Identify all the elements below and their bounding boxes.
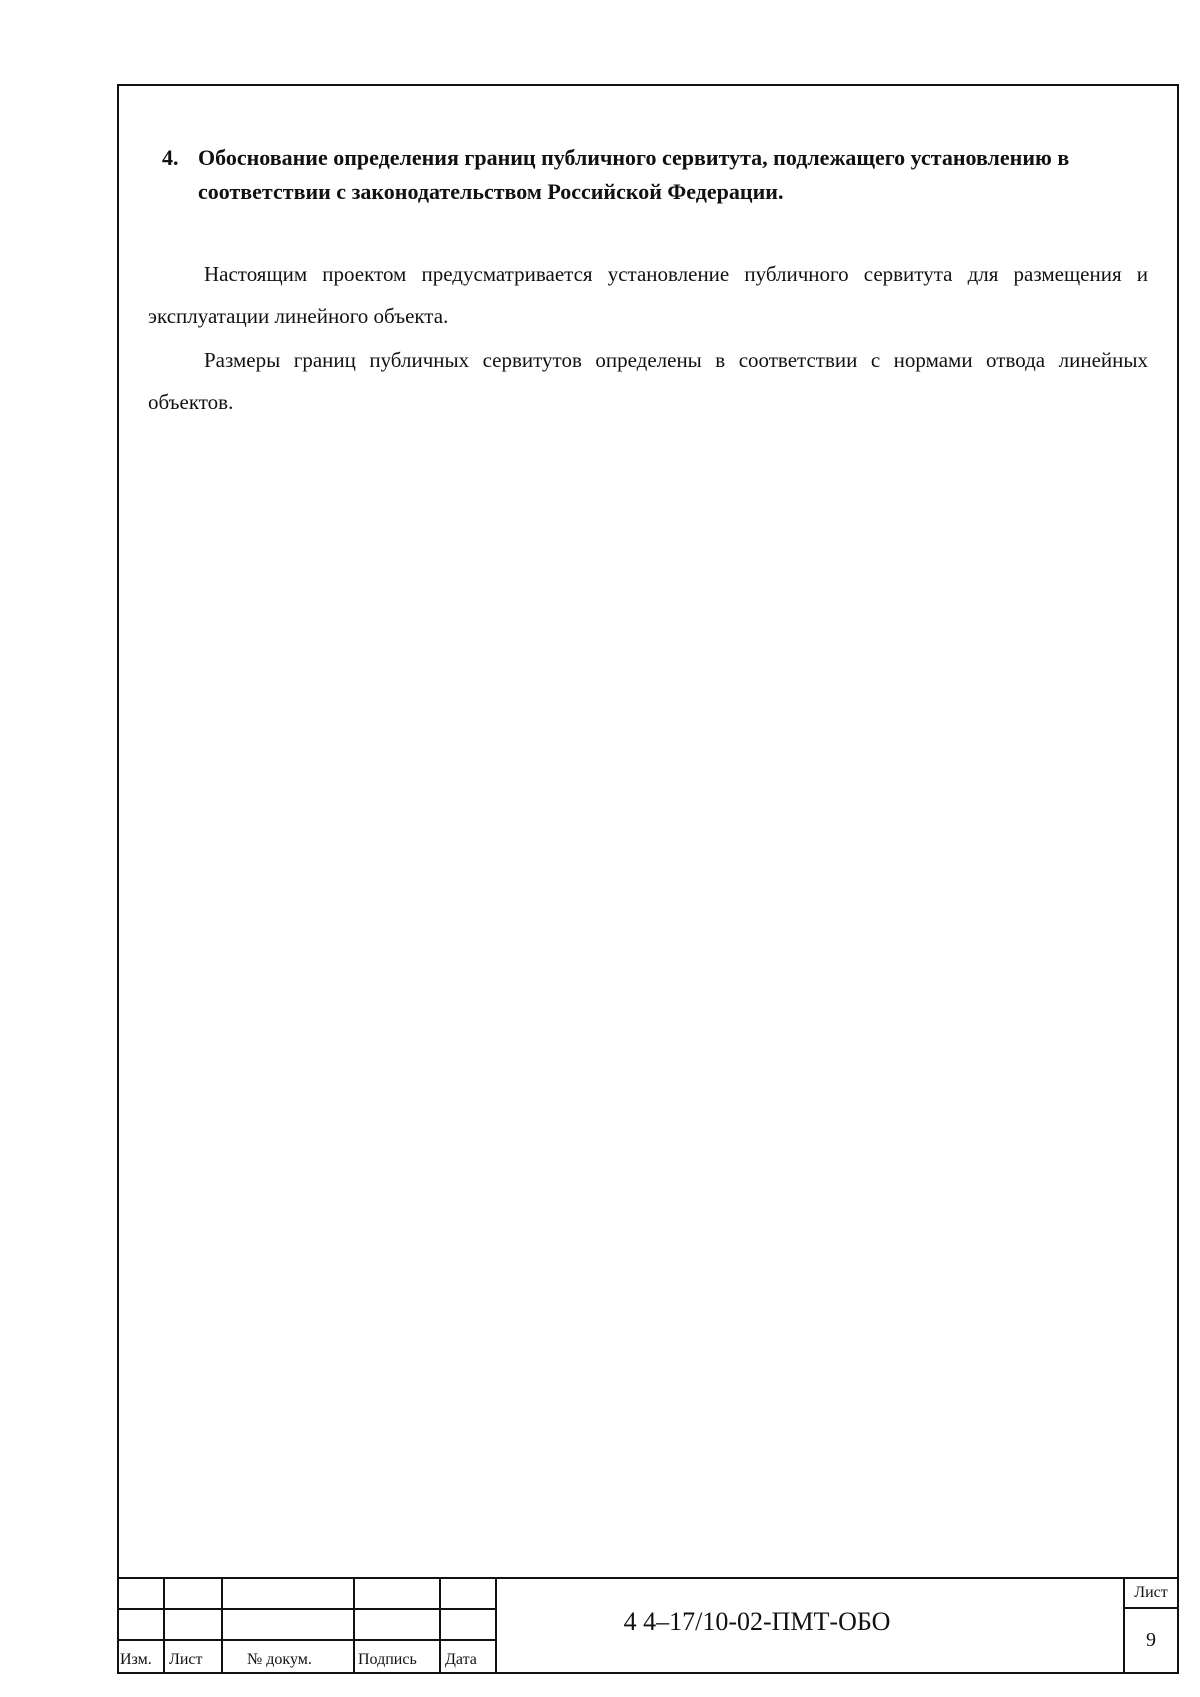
label-date: Дата <box>445 1651 477 1668</box>
paragraph-servitude-purpose: Настоящим проектом предусматривается установление публичного сервитута для размещения и эксплуатации линейного объекта. <box>148 262 1148 328</box>
section-heading <box>162 141 1152 209</box>
sheet-number: 9 <box>1146 1629 1156 1651</box>
label-doc-no: № докум. <box>247 1651 312 1668</box>
paragraph-servitude-dimensions: Размеры границ публичных сервитутов определены в соответствии с нормами отвода линейных объектов. <box>148 348 1148 414</box>
section-title: Обоснование определения границ публичного сервитута, подлежащего установлению в соответствии с законодательством Российской Федерации. <box>198 145 1070 204</box>
label-izm: Изм. <box>120 1651 152 1668</box>
section-number: 4. <box>162 145 179 170</box>
document-code: 4 4–17/10-02-ПМТ-ОБО <box>623 1607 891 1636</box>
title-block <box>117 1577 1179 1674</box>
label-list: Лист <box>169 1651 203 1668</box>
sheet-label: Лист <box>1134 1584 1168 1601</box>
label-signature: Подпись <box>358 1651 417 1668</box>
